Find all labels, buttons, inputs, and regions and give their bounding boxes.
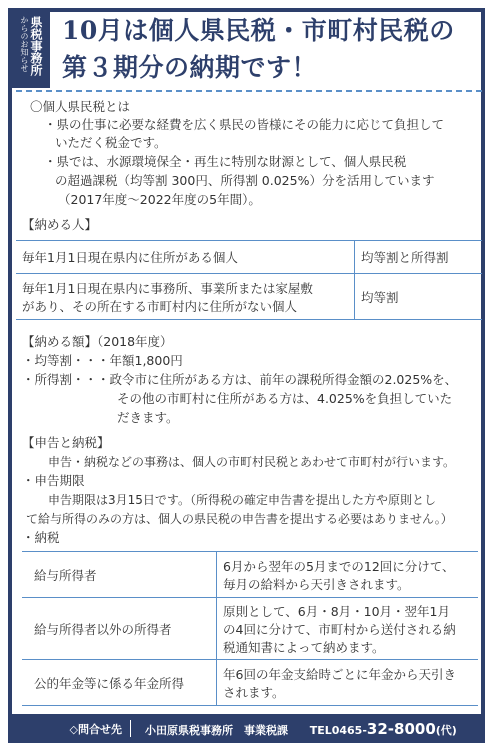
payment-detail: 6月から翌年の5月までの12回に分けて、 毎月の給料から天引きされます。 — [217, 552, 479, 598]
contact-tel-number: 32-8000 — [366, 719, 436, 738]
payment-row — [22, 660, 478, 706]
payment-row — [22, 598, 478, 660]
contact-info — [131, 720, 457, 738]
payment-detail: 原則として、6月・8月・10月・翌年1月 の4回に分けて、市町村から送付される納 税通知書によって納めます。 — [217, 598, 479, 660]
payment-label: 給与所得者以外の所得者 — [22, 598, 217, 660]
payers-desc: 毎年1月1日現在県内に事務所、事業所または家屋敷 があり、その所在する市町村内に住所がない個人 — [16, 274, 355, 320]
filing-period-label: ・申告期限 — [22, 473, 85, 488]
intro-heading: 〇個人県民税とは — [30, 99, 131, 114]
filing-heading: 【申告と納税】 — [22, 435, 110, 450]
intro-bullet1-line2: いただく税金です。 — [55, 135, 167, 150]
amount-heading: 【納める額】（2018年度） — [22, 334, 173, 349]
filing-line1: 申告・納税などの事務は、個人の市町村民税とあわせて市町村が行います。 — [48, 455, 456, 469]
filing-line2: 申告期限は3月15日です。（所得税の確定申告書を提出した方や原則とし — [48, 493, 436, 507]
office-tab-sub: からのお知らせ — [20, 16, 29, 72]
amount-line4: だきます。 — [117, 410, 179, 425]
contact-label: ◇問合せ先 — [69, 722, 122, 736]
payment-label: 給与所得者 — [22, 552, 217, 598]
amount-line3: その他の市町村に住所がある方は、4.025%を負担していた — [117, 391, 453, 406]
payment-table — [22, 551, 478, 706]
headline-line1: 10月は個人県民税・市町村民税の — [62, 16, 455, 45]
payers-table — [16, 240, 482, 320]
intro-bullet2-line3: （2017年度～2022年度の5年間）。 — [58, 192, 261, 207]
headline — [62, 12, 482, 86]
intro-bullet1-line1: ・県の仕事に必要な経費を広く県民の皆様にその能力に応じて負担して — [44, 117, 445, 132]
filing-line3: て給与所得のみの方は、個人の県民税の申告書を提出する必要はありません。） — [26, 512, 453, 526]
payment-label: 公的年金等に係る年金所得 — [22, 660, 217, 706]
payers-type: 均等割 — [355, 274, 483, 320]
payers-heading: 【納める人】 — [22, 217, 98, 232]
amount-line2: ・所得割・・・政令市に住所がある方は、前年の課税所得金額の2.025%を、 — [22, 372, 458, 387]
contact-tel-prefix: TEL0465- — [309, 723, 367, 737]
payment-row — [22, 552, 478, 598]
headline-line2: 第３期分の納期です！ — [62, 53, 318, 82]
amount-line1: ・均等割・・・年額1,800円 — [22, 353, 183, 368]
payers-row — [16, 241, 482, 274]
payers-row — [16, 274, 482, 320]
intro-bullet2-line2: の超過課税（均等割 300円、所得割 0.025%）分を活用しています — [55, 173, 435, 188]
contact-footer — [12, 714, 485, 743]
dashed-divider — [16, 90, 482, 92]
payers-type: 均等割と所得割 — [355, 241, 483, 274]
office-tab-main: 県税事務所 — [29, 16, 43, 76]
intro-bullet2-line1: ・県では、水源環境保全・再生に特別な財源として、個人県民税 — [44, 154, 407, 169]
payers-desc: 毎年1月1日現在県内に住所がある個人 — [16, 241, 355, 274]
filing-pay-label: ・納税 — [22, 530, 60, 545]
contact-tel-suffix: (代) — [435, 723, 457, 737]
contact-office: 小田原県税事務所 事業税課 — [145, 723, 288, 737]
office-tab — [12, 12, 50, 88]
payment-detail: 年6回の年金支給時ごとに年金から天引き されます。 — [217, 660, 479, 706]
